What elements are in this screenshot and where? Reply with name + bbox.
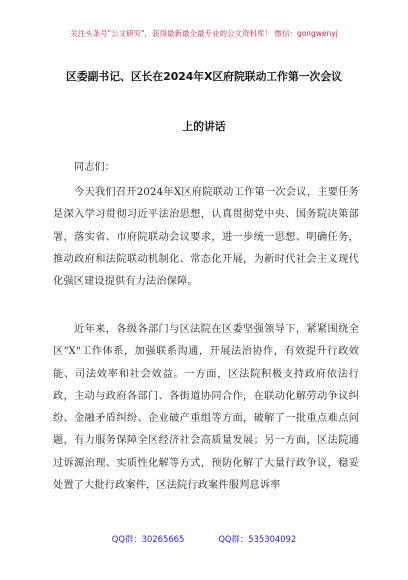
promo-banner-text: 关注头条号"公文研究"，获得最新最全最专业的公文资料库！ 微信：gongwenyj (70, 29, 338, 38)
promo-banner (0, 0, 408, 58)
paragraph-2: 近年来，各级各部门与区法院在区委坚强领导下，紧紧围绕全区"X"工作体系，加强联系沟通，开展法治协作，有效提升行政效能、司法效率和社会效益。一方面，区法院积极支持政府依法行政，主动与政府各部门、各街道协同合作，在联动化解劳动争议纠纷、金融矛盾纠纷、企业破产重组等方面，破解了一批重点难点问题，有力服务保障全区经济社会高质量发展；另一方面，区法院通过诉源治理、实质性化解等方式，预防化解了大量行政争议，稳妥处置了大批行政案件，区法院行政案件服判息诉率 (53, 324, 359, 492)
paragraph-1: 今天我们召开2024年X区府院联动工作第一次会议，主要任务是深入学习贯彻习近平法治思想，认真贯彻党中央、国务院决策部署，落实省、市府院联动会议要求，进一步统一思想、明确任务，推动政府和法院联动机制化、常态化开展，为新时代社会主义现代化强区建设提供有力法治保障。 (53, 187, 359, 288)
document-title-line-2: 上的讲话 (182, 120, 226, 133)
qq-group-1: QQ群：30265665 (111, 534, 185, 544)
qq-group-2: QQ群：535304092 (218, 534, 297, 544)
document-title-line-1: 区委副书记、区长在2024年X区府院联动工作第一次会议 (66, 70, 342, 83)
footer-contact (0, 533, 408, 545)
greeting: 同志们： (74, 162, 115, 173)
